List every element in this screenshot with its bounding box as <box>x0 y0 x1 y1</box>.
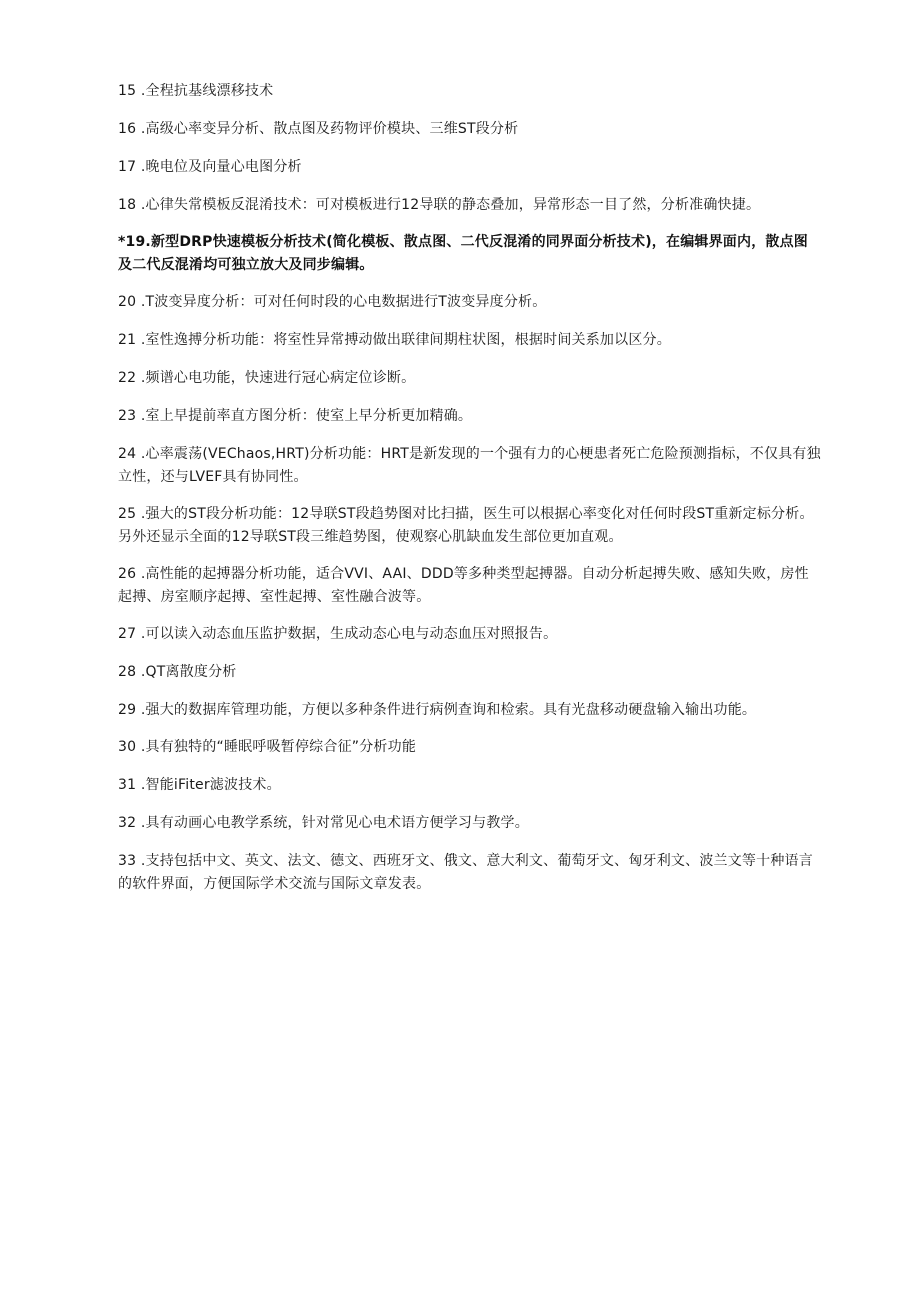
item-text: 心率震荡(VEChaos,HRT)分析功能：HRT是新发现的一个强有力的心梗患者死亡危险预测指标，不仅具有独立性，还与LVEF具有协同性。 <box>118 446 821 485</box>
item-text: QT离散度分析 <box>145 664 237 680</box>
item-text: 强大的数据库管理功能，方便以多种条件进行病例查询和检索。具有光盘移动硬盘输入输出功能。 <box>145 702 757 718</box>
item-text: 智能iFiter滤波技术。 <box>145 777 281 793</box>
item-text: 全程抗基线漂移技术 <box>145 83 274 99</box>
list-item: 29 .强大的数据库管理功能，方便以多种条件进行病例查询和检索。具有光盘移动硬盘输入输出功能。 <box>118 702 757 718</box>
item-text: 室上早提前率直方图分析：使室上早分析更加精确。 <box>145 408 473 424</box>
list-item: 17 .晚电位及向量心电图分析 <box>118 159 302 175</box>
item-number: 33 <box>118 853 137 869</box>
list-item: 21 .室性逸搏分析功能：将室性异常搏动做出联律间期柱状图，根据时间关系加以区分。 <box>118 332 671 348</box>
item-number: 15 <box>118 83 137 99</box>
list-item: 18 .心律失常模板反混淆技术：可对模板进行12导联的静态叠加，异常形态一目了然，分析准确快捷。 <box>118 197 761 213</box>
item-text: 具有动画心电教学系统，针对常见心电术语方便学习与教学。 <box>145 815 529 831</box>
item-number: 30 <box>118 739 137 755</box>
list-item: 25 .强大的ST段分析功能：12导联ST段趋势图对比扫描，医生可以根据心率变化对任何时段ST重新定标分析。另外还显示全面的12导联ST段三维趋势图，使观察心肌缺血发生部位更加直观。 <box>118 506 814 545</box>
item-number: 24 <box>118 446 137 462</box>
item-number: 25 <box>118 506 137 522</box>
item-number: 20 <box>118 294 137 310</box>
list-item: 23 .室上早提前率直方图分析：使室上早分析更加精确。 <box>118 408 473 424</box>
list-item: 16 .高级心率变异分析、散点图及药物评价模块、三维ST段分析 <box>118 121 519 137</box>
list-item: 27 .可以读入动态血压监护数据，生成动态心电与动态血压对照报告。 <box>118 626 558 642</box>
item-text: 具有独特的“睡眠呼吸暂停综合征”分析功能 <box>145 739 417 755</box>
item-text: 强大的ST段分析功能：12导联ST段趋势图对比扫描，医生可以根据心率变化对任何时段ST重新定标分析。另外还显示全面的12导联ST段三维趋势图，使观察心肌缺血发生部位更加直观。 <box>118 506 814 545</box>
list-item: 33 .支持包括中文、英文、法文、德文、西班牙文、俄文、意大利文、葡萄牙文、匈牙利文、波兰文等十种语言的软件界面，方便国际学术交流与国际文章发表。 <box>118 853 813 892</box>
item-number: 21 <box>118 332 137 348</box>
list-item: 32 .具有动画心电教学系统，针对常见心电术语方便学习与教学。 <box>118 815 529 831</box>
item-number: 27 <box>118 626 137 642</box>
item-text: 心律失常模板反混淆技术：可对模板进行12导联的静态叠加，异常形态一目了然，分析准确快捷。 <box>145 197 761 213</box>
item-text: 支持包括中文、英文、法文、德文、西班牙文、俄文、意大利文、葡萄牙文、匈牙利文、波兰文等十种语言的软件界面，方便国际学术交流与国际文章发表。 <box>118 853 813 892</box>
item-number: 18 <box>118 197 137 213</box>
item-number: 16 <box>118 121 137 137</box>
item-number: 28 <box>118 664 137 680</box>
item-text: 频谱心电功能，快速进行冠心病定位诊断。 <box>145 370 416 386</box>
item-text: 新型DRP快速模板分析技术(简化模板、散点图、二代反混淆的同界面分析技术)，在编辑界面内，散点图及二代反混淆均可独立放大及同步编辑。 <box>118 234 808 273</box>
item-text: 高级心率变异分析、散点图及药物评价模块、三维ST段分析 <box>145 121 519 137</box>
item-number: 22 <box>118 370 137 386</box>
list-item: 30 .具有独特的“睡眠呼吸暂停综合征”分析功能 <box>118 739 417 755</box>
list-item: 15 .全程抗基线漂移技术 <box>118 83 274 99</box>
item-text: T波变异度分析：可对任何时段的心电数据进行T波变异度分析。 <box>145 294 547 310</box>
item-text: 可以读入动态血压监护数据，生成动态心电与动态血压对照报告。 <box>145 626 558 642</box>
item-text: 晚电位及向量心电图分析 <box>145 159 302 175</box>
list-item: 28 .QT离散度分析 <box>118 664 237 680</box>
item-text: 高性能的起搏器分析功能，适合VVI、AAI、DDD等多种类型起搏器。自动分析起搏失败、感知失败，房性起搏、房室顺序起搏、室性起搏、室性融合波等。 <box>118 566 809 605</box>
item-number: 23 <box>118 408 137 424</box>
item-number: 17 <box>118 159 137 175</box>
list-item: 24 .心率震荡(VEChaos,HRT)分析功能：HRT是新发现的一个强有力的心梗患者死亡危险预测指标，不仅具有独立性，还与LVEF具有协同性。 <box>118 446 821 485</box>
item-number: 31 <box>118 777 137 793</box>
feature-list <box>118 80 821 910</box>
list-item: 26 .高性能的起搏器分析功能，适合VVI、AAI、DDD等多种类型起搏器。自动分析起搏失败、感知失败，房性起搏、房室顺序起搏、室性起搏、室性融合波等。 <box>118 566 809 605</box>
item-number: 26 <box>118 566 137 582</box>
item-number: *19. <box>118 234 151 250</box>
list-item: 20 .T波变异度分析：可对任何时段的心电数据进行T波变异度分析。 <box>118 294 547 310</box>
list-item-highlighted <box>118 231 821 277</box>
item-number: 29 <box>118 702 137 718</box>
list-item: 31 .智能iFiter滤波技术。 <box>118 777 281 793</box>
item-text: 室性逸搏分析功能：将室性异常搏动做出联律间期柱状图，根据时间关系加以区分。 <box>145 332 671 348</box>
item-number: 32 <box>118 815 137 831</box>
list-item: 22 .频谱心电功能，快速进行冠心病定位诊断。 <box>118 370 416 386</box>
